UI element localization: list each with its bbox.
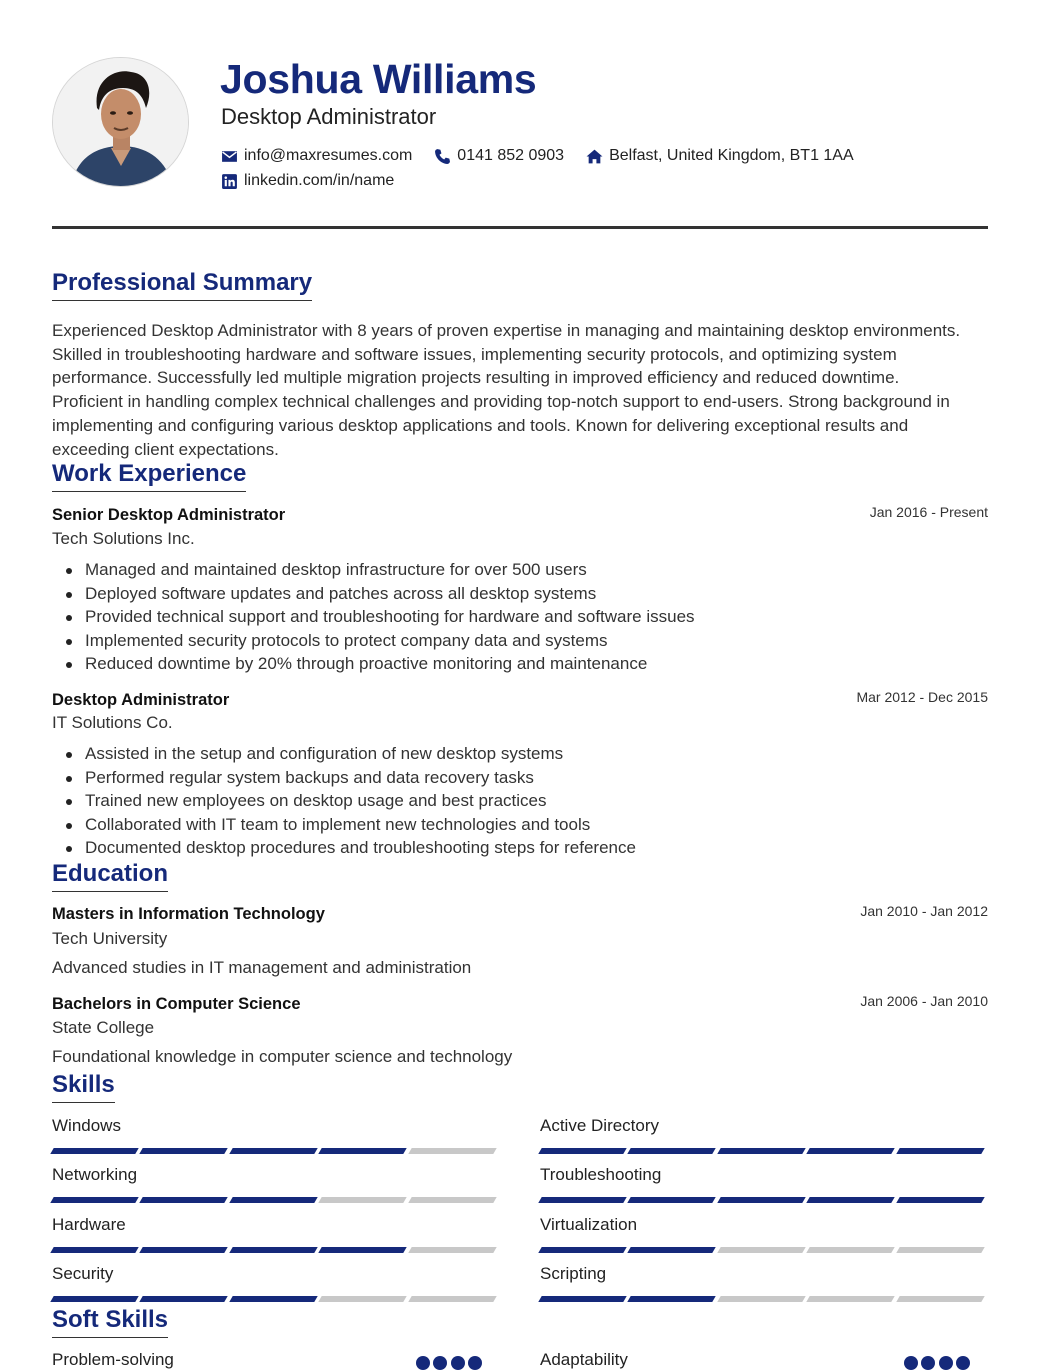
contact-info [221, 145, 981, 195]
soft-skill-name: Problem-solving [52, 1350, 174, 1369]
skill-segment-filled [896, 1197, 985, 1203]
skill-segment-filled [229, 1247, 318, 1253]
skill-level-bar [52, 1197, 499, 1203]
skill-name: Troubleshooting [540, 1165, 662, 1184]
skill-segment-filled [717, 1148, 806, 1154]
skill-segment-filled [717, 1197, 806, 1203]
skill-item [540, 1215, 987, 1253]
skill-segment-filled [896, 1148, 985, 1154]
skill-item [52, 1215, 499, 1253]
soft-skill-item [52, 1350, 482, 1370]
degree-title: Masters in Information Technology [52, 905, 325, 923]
skill-name: Security [52, 1264, 114, 1283]
skill-name: Networking [52, 1165, 138, 1184]
skill-segment-filled [628, 1148, 717, 1154]
skill-segment-filled [50, 1148, 139, 1154]
skill-segment-filled [538, 1296, 627, 1302]
skill-item [52, 1264, 499, 1302]
skill-item [52, 1165, 499, 1203]
skill-segment-empty [318, 1296, 407, 1302]
skill-segment-filled [50, 1197, 139, 1203]
rating-dot [956, 1356, 970, 1370]
bullet-item: Performed regular system backups and data recovery tasks [85, 766, 636, 790]
skill-segment-filled [806, 1148, 895, 1154]
rating-dot [904, 1356, 918, 1370]
soft-skill-item [540, 1350, 970, 1370]
resume-header [52, 56, 988, 196]
soft-skill-rating [412, 1356, 482, 1370]
bullet-item: Assisted in the setup and configuration of new desktop systems [85, 742, 636, 766]
bullet-item: Managed and maintained desktop infrastructure for over 500 users [85, 558, 695, 582]
skill-segment-empty [318, 1197, 407, 1203]
degree-description: Foundational knowledge in computer science and technology [52, 1047, 513, 1066]
skill-segment-empty [896, 1296, 985, 1302]
degree-dates: Jan 2006 - Jan 2010 [860, 993, 988, 1009]
soft-skills-heading: Soft Skills [52, 1305, 168, 1338]
rating-dot [451, 1356, 465, 1370]
job-title: Senior Desktop Administrator [52, 506, 286, 524]
skill-level-bar [540, 1247, 987, 1253]
skill-segment-filled [229, 1197, 318, 1203]
skill-item [540, 1264, 987, 1302]
skill-segment-filled [50, 1247, 139, 1253]
skill-segment-empty [896, 1247, 985, 1253]
job-company: Tech Solutions Inc. [52, 529, 195, 548]
skills-heading: Skills [52, 1070, 115, 1103]
home-icon [586, 148, 603, 165]
school-name: Tech University [52, 929, 168, 948]
skill-level-bar [52, 1296, 499, 1302]
skill-segment-filled [806, 1197, 895, 1203]
degree-dates: Jan 2010 - Jan 2012 [860, 903, 988, 919]
profile-photo [52, 57, 189, 187]
location-text: Belfast, United Kingdom, BT1 1AA [609, 147, 854, 164]
linkedin-text: linkedin.com/in/name [244, 172, 395, 189]
soft-skill-rating [900, 1356, 970, 1370]
resume-page [52, 0, 988, 1372]
skill-segment-filled [140, 1148, 229, 1154]
skill-segment-empty [408, 1296, 497, 1302]
skill-item [52, 1116, 499, 1154]
contact-row [221, 170, 981, 192]
bullet-item: Implemented security protocols to protect company data and systems [85, 629, 695, 653]
skill-segment-empty [408, 1148, 497, 1154]
job-bullets [85, 558, 695, 676]
skill-segment-filled [628, 1197, 717, 1203]
linkedin-icon [221, 173, 238, 190]
skill-name: Virtualization [540, 1215, 638, 1234]
skill-level-bar [52, 1247, 499, 1253]
contact-linkedin[interactable] [221, 172, 394, 190]
rating-dot [921, 1356, 935, 1370]
contact-phone[interactable] [434, 147, 564, 165]
skill-level-bar [540, 1296, 987, 1302]
experience-heading: Work Experience [52, 459, 246, 492]
contact-email[interactable] [221, 147, 412, 165]
skill-segment-filled [229, 1148, 318, 1154]
bullet-item: Reduced downtime by 20% through proactive monitoring and maintenance [85, 652, 695, 676]
rating-dot [468, 1356, 482, 1370]
bullet-item: Trained new employees on desktop usage and best practices [85, 789, 636, 813]
skill-segment-filled [318, 1148, 407, 1154]
skill-segment-filled [140, 1247, 229, 1253]
skill-segment-filled [538, 1247, 627, 1253]
contact-location [586, 147, 854, 165]
summary-text: Experienced Desktop Administrator with 8 years of proven expertise in managing and maintaining desktop environments. Skilled in troubleshooting hardware and software issues, implementing security protocols, and optimizing system performance. Successfully led multiple migration projects resulting in improved efficiency and reduced downtime. Proficient in handling complex technical challenges and providing top-notch support to end-users. Strong background in implementing and configuring various desktop applications and tools. Known for delivering exceptional results and exceeding client expectations. [52, 321, 961, 459]
skill-segment-filled [140, 1197, 229, 1203]
bullet-item: Documented desktop procedures and troubleshooting steps for reference [85, 836, 636, 860]
job-bullets [85, 742, 636, 860]
email-text: info@maxresumes.com [244, 147, 413, 164]
contact-row [221, 145, 981, 167]
skill-name: Active Directory [540, 1116, 660, 1135]
job-title: Desktop Administrator [52, 691, 230, 709]
degree-description: Advanced studies in IT management and administration [52, 958, 472, 977]
skill-segment-empty [408, 1197, 497, 1203]
rating-dot [433, 1356, 447, 1370]
bullet-item: Collaborated with IT team to implement new technologies and tools [85, 813, 636, 837]
soft-skill-name: Adaptability [540, 1350, 628, 1369]
rating-dot [416, 1356, 430, 1370]
phone-text: 0141 852 0903 [457, 147, 565, 164]
header-divider [52, 226, 988, 229]
candidate-title: Desktop Administrator [221, 104, 437, 129]
skill-segment-filled [50, 1296, 139, 1302]
skill-segment-empty [717, 1296, 806, 1302]
job-company: IT Solutions Co. [52, 713, 173, 732]
skill-segment-filled [318, 1247, 407, 1253]
education-heading: Education [52, 859, 168, 892]
skill-segment-empty [717, 1247, 806, 1253]
skill-segment-filled [628, 1296, 717, 1302]
skill-level-bar [540, 1148, 987, 1154]
skill-segment-empty [806, 1296, 895, 1302]
candidate-name: Joshua Williams [220, 56, 537, 102]
bullet-item: Deployed software updates and patches across all desktop systems [85, 582, 695, 606]
skill-segment-filled [140, 1296, 229, 1302]
skill-name: Scripting [540, 1264, 607, 1283]
envelope-icon [221, 148, 238, 165]
job-dates: Mar 2012 - Dec 2015 [856, 689, 988, 705]
rating-dot [939, 1356, 953, 1370]
skill-name: Hardware [52, 1215, 126, 1234]
summary-heading: Professional Summary [52, 268, 312, 301]
skill-item [540, 1116, 987, 1154]
skill-segment-filled [628, 1247, 717, 1253]
phone-icon [434, 148, 451, 165]
degree-title: Bachelors in Computer Science [52, 995, 301, 1013]
skill-level-bar [52, 1148, 499, 1154]
skill-item [540, 1165, 987, 1203]
skill-level-bar [540, 1197, 987, 1203]
skill-segment-empty [408, 1247, 497, 1253]
skill-name: Windows [52, 1116, 121, 1135]
skill-segment-filled [538, 1197, 627, 1203]
job-dates: Jan 2016 - Present [869, 504, 988, 520]
bullet-item: Provided technical support and troubleshooting for hardware and software issues [85, 605, 695, 629]
skill-segment-filled [538, 1148, 627, 1154]
skill-segment-empty [806, 1247, 895, 1253]
skill-segment-filled [229, 1296, 318, 1302]
school-name: State College [52, 1018, 155, 1037]
